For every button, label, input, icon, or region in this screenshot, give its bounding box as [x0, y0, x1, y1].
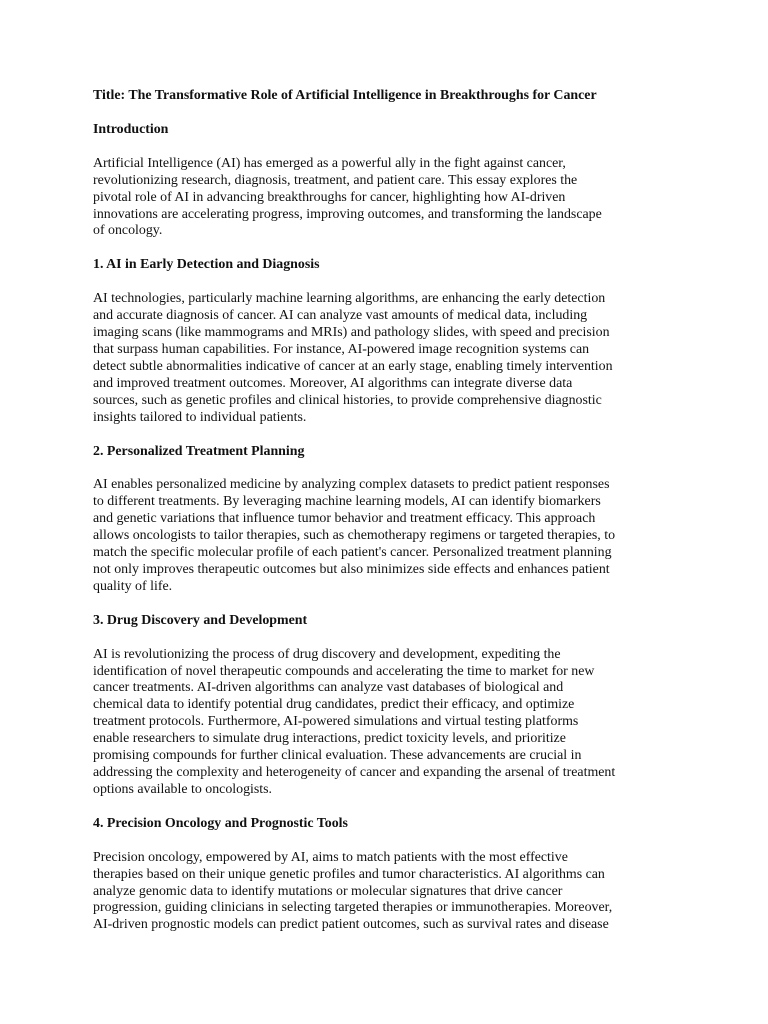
paragraph-line: AI-driven prognostic models can predict patient outcomes, such as survival rates and disease — [93, 917, 609, 933]
section-paragraph — [93, 477, 678, 595]
section-precision-oncology — [93, 816, 678, 934]
section-early-detection — [93, 257, 678, 426]
paragraph-line: to different treatments. By leveraging machine learning models, AI can identify biomarkers — [93, 494, 601, 510]
paragraph-line: imaging scans (like mammograms and MRIs) and pathology slides, with speed and precision — [93, 325, 610, 341]
paragraph-line: that surpass human capabilities. For instance, AI-powered image recognition systems can — [93, 341, 590, 357]
section-heading: 1. AI in Early Detection and Diagnosis — [93, 257, 320, 273]
paragraph-line: of oncology. — [93, 223, 163, 239]
section-heading: 2. Personalized Treatment Planning — [93, 443, 305, 459]
paragraph-line: AI enables personalized medicine by analyzing complex datasets to predict patient responses — [93, 477, 610, 493]
paragraph-line: treatment protocols. Furthermore, AI-powered simulations and virtual testing platforms — [93, 714, 579, 730]
section-heading: Introduction — [93, 121, 169, 137]
section-introduction — [93, 122, 678, 240]
paragraph-line: allows oncologists to tailor therapies, such as chemotherapy regimens or targeted therapies, to — [93, 528, 616, 544]
section-paragraph — [93, 850, 678, 935]
document-title: Title: The Transformative Role of Artificial Intelligence in Breakthroughs for Cancer — [93, 88, 597, 103]
paragraph-line: Precision oncology, empowered by AI, aims to match patients with the most effective — [93, 849, 568, 865]
section-paragraph — [93, 291, 678, 426]
paragraph-line: enable researchers to simulate drug interactions, predict toxicity levels, and prioritize — [93, 731, 566, 747]
paragraph-line: and genetic variations that influence tumor behavior and treatment efficacy. This approach — [93, 511, 596, 527]
section-heading: 4. Precision Oncology and Prognostic Tools — [93, 815, 348, 831]
paragraph-line: addressing the complexity and heterogeneity of cancer and expanding the arsenal of treatment — [93, 765, 616, 780]
paragraph-line: detect subtle abnormalities indicative of cancer at an early stage, enabling timely intervention — [93, 358, 613, 374]
paragraph-line: and accurate diagnosis of cancer. AI can analyze vast amounts of medical data, including — [93, 308, 588, 324]
document-body — [93, 88, 678, 951]
section-paragraph — [93, 647, 678, 799]
paragraph-line: not only improves therapeutic outcomes but also minimizes side effects and enhances patient — [93, 561, 610, 577]
paragraph-line: analyze genomic data to identify mutations or molecular signatures that drive cancer — [93, 883, 563, 899]
paragraph-line: Artificial Intelligence (AI) has emerged as a powerful ally in the fight against cancer, — [93, 155, 566, 171]
paragraph-line: sources, such as genetic profiles and clinical histories, to provide comprehensive diagnostic — [93, 392, 602, 408]
paragraph-line: pivotal role of AI in advancing breakthroughs for cancer, highlighting how AI-driven — [93, 189, 566, 205]
paragraph-line: AI technologies, particularly machine learning algorithms, are enhancing the early detection — [93, 291, 606, 307]
paragraph-line: chemical data to identify potential drug candidates, predict their efficacy, and optimize — [93, 697, 575, 713]
paragraph-line: progression, guiding clinicians in selecting targeted therapies or immunotherapies. Moreover, — [93, 900, 613, 916]
paragraph-line: cancer treatments. AI-driven algorithms can analyze vast databases of biological and — [93, 680, 564, 696]
paragraph-line: match the specific molecular profile of each patient's cancer. Personalized treatment planning — [93, 545, 612, 561]
section-paragraph — [93, 156, 678, 241]
section-drug-discovery — [93, 613, 678, 799]
paragraph-line: therapies based on their unique genetic profiles and tumor characteristics. AI algorithms can — [93, 866, 605, 882]
paragraph-line: options available to oncologists. — [93, 781, 273, 797]
paragraph-line: identification of novel therapeutic compounds and accelerating the time to market for new — [93, 663, 595, 679]
paragraph-line: promising compounds for further clinical evaluation. These advancements are crucial in — [93, 748, 582, 764]
paragraph-line: and improved treatment outcomes. Moreover, AI algorithms can integrate diverse data — [93, 375, 573, 391]
paragraph-line: insights tailored to individual patients. — [93, 409, 307, 425]
paragraph-line: innovations are accelerating progress, improving outcomes, and transforming the landscape — [93, 206, 602, 222]
paragraph-line: revolutionizing research, diagnosis, treatment, and patient care. This essay explores the — [93, 172, 578, 188]
section-heading: 3. Drug Discovery and Development — [93, 612, 308, 628]
paragraph-line: AI is revolutionizing the process of drug discovery and development, expediting the — [93, 646, 561, 662]
paragraph-line: quality of life. — [93, 578, 173, 594]
section-personalized-treatment — [93, 444, 678, 596]
